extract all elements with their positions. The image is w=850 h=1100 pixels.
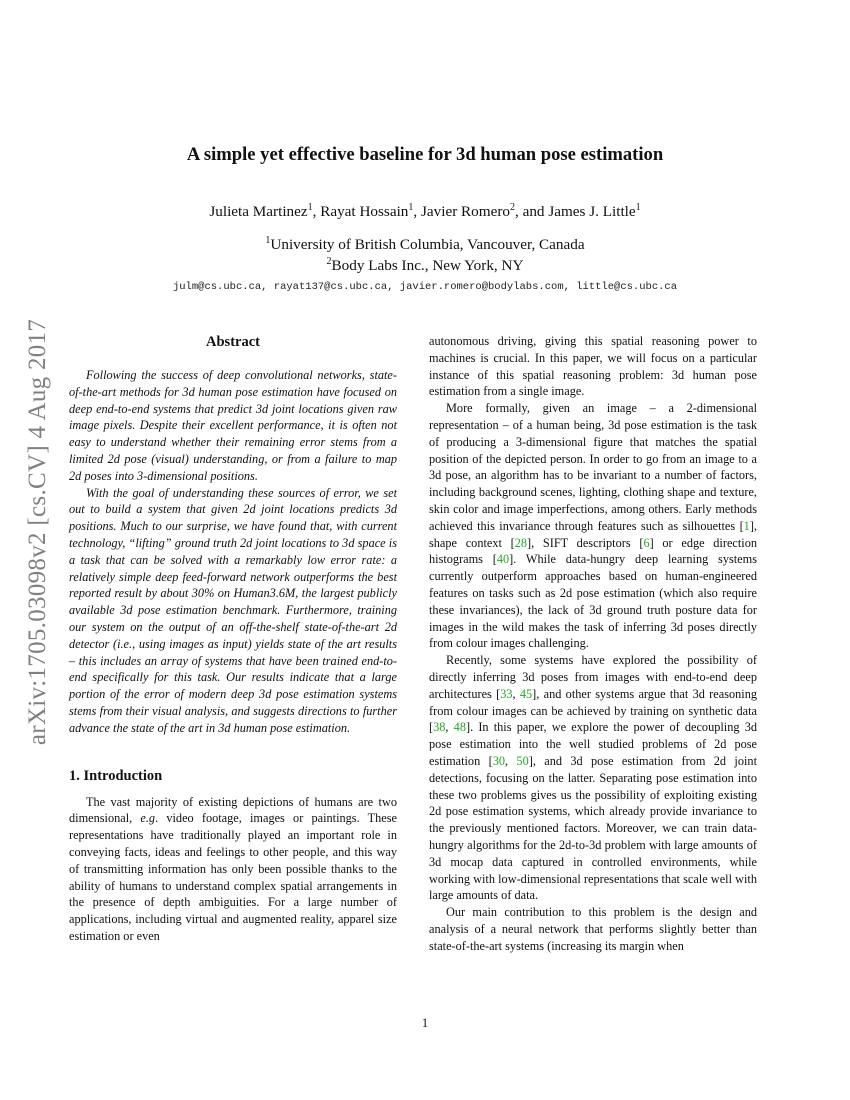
citation-link[interactable]: 48 bbox=[453, 720, 466, 735]
author-name: James J. Little bbox=[548, 203, 636, 220]
introduction-body bbox=[69, 794, 397, 945]
citation-link[interactable]: 30 bbox=[492, 753, 505, 768]
affiliation-1 bbox=[0, 236, 850, 254]
citation-link[interactable]: 45 bbox=[519, 686, 533, 701]
author-name: Julieta Martinez bbox=[209, 203, 308, 220]
author-name: Javier Romero bbox=[420, 203, 510, 220]
arxiv-id: arXiv:1705.03098v2 [cs.CV] 4 Aug 2017 bbox=[24, 318, 52, 746]
affiliation-1-number: 1 bbox=[265, 235, 271, 246]
body-paragraph: More formally, given an image – a 2-dimensional representation – of a human being, 3d pose estimation is the task of producing a 3-dimensional figure that matches the spatial position of the depicted person. In order to go from an image to a 3d pose, an algorithm has to be invariant to a number of factors, including background scenes, lighting, clothing shape and texture, skin color and image imperfections, among others. Early methods achieved this invariance through features such as silhouettes [1], shape context [28], SIFT descriptors [6] or edge direction histograms [40]. While data-hungry deep learning systems currently outperform approaches based on human-engineered features on tasks such as 2d pose estimation (which also require these invariances), the lack of 3d ground truth posture data for images in the wild makes the task of inferring 3d poses directly from colour images challenging. bbox=[429, 401, 757, 651]
abstract-heading: Abstract bbox=[206, 334, 260, 350]
body-paragraph: The vast majority of existing depictions of humans are two dimensional, e.g. video footage, images or paintings. These representations have traditionally played an important role in conveying facts, ideas and feelings to other people, and this way of transmitting information has only been possible thanks to the ability of humans to understand complex spatial arrangements in the presence of depth ambiguities. For a large number of applications, including virtual and augmented reality, apparel size estimation or even bbox=[69, 794, 397, 943]
right-column bbox=[429, 333, 757, 954]
affiliation-2-number: 2 bbox=[326, 256, 332, 267]
page-number: 1 bbox=[421, 1016, 429, 1030]
author-affiliation-marker: 2 bbox=[509, 202, 515, 213]
affiliation-2-text: Body Labs Inc., New York, NY bbox=[331, 257, 524, 274]
author-emails: julm@cs.ubc.ca, rayat137@cs.ubc.ca, javier.romero@bodylabs.com, little@cs.ubc.ca bbox=[172, 281, 678, 293]
author-affiliation-marker: 1 bbox=[307, 202, 313, 213]
emphasis: e.g bbox=[140, 811, 156, 826]
body-paragraph: Recently, some systems have explored the possibility of directly inferring 3d poses from images with end-to-end deep architectures [33, 45], and other systems argue that 3d reasoning from colour images can be achieved by training on synthetic data [38, 48]. In this paper, we explore the power of decoupling 3d pose estimation into the well studied problems of 2d pose estimation [30, 50], and 3d pose estimation from 2d joint detections, focusing on the latter. Separating pose estimation into these two problems gives us the possibility of exploiting existing 2d pose estimation systems, which already provide invariance to the previously mentioned factors. Moreover, we can train data-hungry algorithms for the 2d-to-3d problem with large amounts of 3d mocap data captured in controlled environments, while working with low-dimensional representations that scale well with large amounts of data. bbox=[429, 653, 757, 903]
abstract-paragraph: Following the success of deep convolutional networks, state-of-the-art methods for 3d human pose estimation have focused on deep end-to-end systems that predict 3d joint locations given raw image pixels. Despite their excellent performance, it is often not easy to understand whether their remaining error stems from a limited 2d pose (visual) understanding, or from a failure to map 2d poses into 3-dimensional positions. bbox=[69, 368, 397, 483]
abstract-paragraph: With the goal of understanding these sources of error, we set out to build a system that given 2d joint locations predicts 3d positions. Much to our surprise, we have found that, with current technology, “lifting” ground truth 2d joint locations to 3d space is a task that can be solved with a remarkably low error rate: a relatively simple deep feed-forward network outperforms the best reported result by about 30% on Human3.6M, the largest publicly available 3d pose estimation benchmark. Furthermore, training our system on the output of an off-the-shelf state-of-the-art 2d detector (i.e., using images as input) yields state of the art results – this includes an array of systems that have been trained end-to-end specifically for this task. Our results indicate that a large portion of the error of modern deep 3d pose estimation systems stems from their visual analysis, and suggests directions to further advance the state of the art in 3d human pose estimation. bbox=[69, 485, 397, 735]
author-name: Rayat Hossain bbox=[320, 203, 409, 220]
section-heading-introduction: 1. Introduction bbox=[69, 767, 163, 784]
abstract-body bbox=[69, 367, 397, 737]
author-affiliation-marker: 1 bbox=[635, 202, 641, 213]
body-paragraph: Our main contribution to this problem is the design and analysis of a neural network that performs slightly better than state-of-the-art systems (increasing its margin when bbox=[429, 905, 757, 953]
citation-link[interactable]: 50 bbox=[516, 753, 529, 768]
citation-link[interactable]: 28 bbox=[514, 535, 528, 550]
paper-title: A simple yet effective baseline for 3d human pose estimation bbox=[186, 144, 664, 165]
author-affiliation-marker: 1 bbox=[408, 202, 414, 213]
citation-link[interactable]: 40 bbox=[496, 552, 510, 567]
arxiv-stamp bbox=[8, 292, 68, 772]
citation-link[interactable]: 38 bbox=[433, 720, 446, 735]
affiliation-2 bbox=[0, 257, 850, 275]
citation-link[interactable]: 6 bbox=[643, 535, 650, 550]
affiliation-1-text: University of British Columbia, Vancouver, Canada bbox=[270, 236, 585, 253]
author-list: Julieta Martinez$^1$, Rayat Hossain$^1$, Javier Romero$^2$, and James J. Little$^1$ bbox=[209, 202, 641, 220]
citation-link[interactable]: 33 bbox=[500, 686, 513, 701]
left-column bbox=[69, 333, 397, 945]
body-paragraph: autonomous driving, giving this spatial reasoning power to machines is crucial. In this paper, we will focus on a particular instance of this spatial reasoning problem: 3d human pose estimation from a single image. bbox=[429, 334, 757, 399]
citation-link[interactable]: 1 bbox=[743, 518, 750, 533]
